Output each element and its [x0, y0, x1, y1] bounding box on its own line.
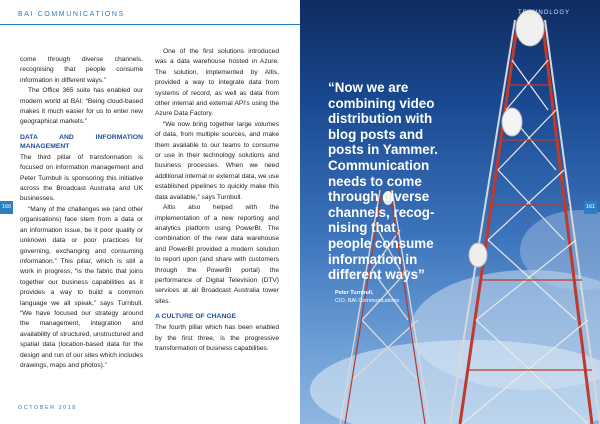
quote-line: different ways”	[328, 267, 425, 283]
quote-line: blog posts and	[328, 126, 424, 142]
quote-line: channels, recog-	[328, 204, 435, 220]
col1-paragraph-2: The Office 365 suite has enabled our modern world at BAI: “Being cloud-based makes it much easier for us to enter new geographical markets.”	[20, 87, 143, 126]
quote-line: needs to come	[328, 173, 422, 189]
column-2	[155, 47, 279, 354]
section-tag: TECHNOLOGY	[518, 10, 571, 16]
col1-paragraph-3: The third pillar of transformation is focused on information management and Peter Turnbull is sponsoring this initiative across the Broadcast Australia and UK businesses.	[20, 153, 143, 203]
quote-line: information in	[328, 251, 418, 267]
quote-attribution-role: CIO, BAI Communications	[335, 298, 400, 304]
quote-line: Communication	[328, 157, 430, 173]
col1-paragraph-1: come through diverse channels, recognising that people consume information in different ways.”	[20, 56, 143, 84]
quote-line: posts in Yammer.	[328, 142, 438, 158]
header-rule	[0, 24, 300, 25]
column-1	[20, 55, 143, 371]
quote-line: nising that	[328, 220, 396, 236]
quote-line: through diverse	[328, 189, 430, 205]
section-heading-data: DATA AND INFORMATION MANAGEMENT	[20, 133, 143, 150]
page-number-left: 160	[0, 201, 13, 214]
col2-paragraph-4: The fourth pillar which has been enabled by the first three, is the progressive transformation of business capabilities.	[155, 324, 279, 352]
quote-line: people consume	[328, 235, 434, 251]
col2-paragraph-2: “We now bring together large volumes of data, from multiple sources, and make them available to our teams to consume or use in their technology solutions and business processes. When we need additional internal or external data, we use established pipelines to quickly make this data available,” says Turnbull.	[155, 120, 279, 201]
footer-date: OCTOBER 2018	[18, 405, 77, 411]
quote-line: “Now we are	[328, 80, 409, 95]
quote-line: combining video	[328, 95, 435, 111]
quote-attribution-name: Peter Turnbull,	[335, 290, 374, 296]
right-page-photo	[300, 0, 600, 424]
header-brand: BAI COMMUNICATIONS	[18, 11, 125, 18]
col2-paragraph-3: Altis also helped with the implementation of a new reporting and analytics platform using PowerBI. The combination of the new data warehouse and PowerBI provided a modern solution to report upon (and share with customers through the PowerBI portal) the performance of Digital Television (DTV) services at all Broadcast Australia tower sites.	[155, 204, 279, 305]
quote-line: distribution with	[328, 111, 433, 127]
page-number-right: 161	[584, 201, 597, 214]
section-heading-culture: A CULTURE OF CHANGE	[155, 313, 237, 321]
pull-quote	[328, 80, 443, 283]
col2-paragraph-1: One of the first solutions introduced was a data warehouse hosted in Azure. The solution, implemented by Altis, provided a way to integrate data from systems of record, as well as data from other internal and external API's using the Azure Data Factory.	[155, 48, 279, 118]
col1-paragraph-4: “Many of the challenges we (and other organisations) face stem from a data or an information issue, be it poor quality or unknown data or poor practices for governing, exchanging and consuming information.” This pillar, which is still a work in progress, “is the fabric that joins together our business capabilities as it provides a way to build a common language we all speak,” says Turnbull. “We have focused our strategy around the management, integration and availability of structured, unstructured and spatial data (location-based data for the design and run of our sites which includes drawings, maps and photos).”	[20, 205, 143, 369]
